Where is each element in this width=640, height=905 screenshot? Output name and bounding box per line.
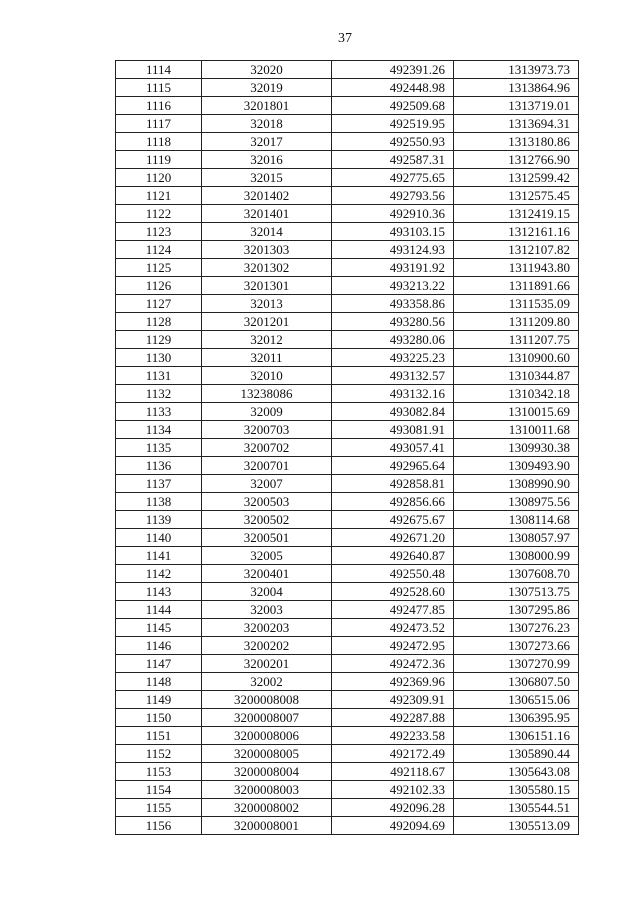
point-id-cell: 32012 — [202, 331, 332, 349]
row-number-cell: 1129 — [116, 331, 202, 349]
point-id-cell: 3200701 — [202, 457, 332, 475]
x-coordinate-cell: 492858.81 — [332, 475, 454, 493]
point-id-cell: 3200401 — [202, 565, 332, 583]
x-coordinate-cell: 492856.66 — [332, 493, 454, 511]
y-coordinate-cell: 1313694.31 — [454, 115, 579, 133]
y-coordinate-cell: 1305890.44 — [454, 745, 579, 763]
y-coordinate-cell: 1310011.68 — [454, 421, 579, 439]
point-id-cell: 32011 — [202, 349, 332, 367]
row-number-cell: 1118 — [116, 133, 202, 151]
y-coordinate-cell: 1311209.80 — [454, 313, 579, 331]
row-number-cell: 1125 — [116, 259, 202, 277]
point-id-cell: 32009 — [202, 403, 332, 421]
page-number: 37 — [338, 31, 352, 46]
row-number-cell: 1123 — [116, 223, 202, 241]
y-coordinate-cell: 1312766.90 — [454, 151, 579, 169]
table-row — [116, 511, 579, 529]
row-number-cell: 1130 — [116, 349, 202, 367]
point-id-cell: 3200703 — [202, 421, 332, 439]
row-number-cell: 1126 — [116, 277, 202, 295]
point-id-cell: 3200008001 — [202, 817, 332, 835]
table-row — [116, 385, 579, 403]
x-coordinate-cell: 492587.31 — [332, 151, 454, 169]
row-number-cell: 1121 — [116, 187, 202, 205]
point-id-cell: 32020 — [202, 61, 332, 79]
row-number-cell: 1115 — [116, 79, 202, 97]
x-coordinate-cell: 492472.36 — [332, 655, 454, 673]
row-number-cell: 1127 — [116, 295, 202, 313]
point-id-cell: 32005 — [202, 547, 332, 565]
coordinates-table — [115, 60, 579, 835]
x-coordinate-cell: 493225.23 — [332, 349, 454, 367]
row-number-cell: 1145 — [116, 619, 202, 637]
table-row — [116, 313, 579, 331]
x-coordinate-cell: 493132.16 — [332, 385, 454, 403]
row-number-cell: 1141 — [116, 547, 202, 565]
table-row — [116, 529, 579, 547]
table-row — [116, 475, 579, 493]
point-id-cell: 3201401 — [202, 205, 332, 223]
x-coordinate-cell: 493132.57 — [332, 367, 454, 385]
row-number-cell: 1133 — [116, 403, 202, 421]
y-coordinate-cell: 1306395.95 — [454, 709, 579, 727]
point-id-cell: 32014 — [202, 223, 332, 241]
y-coordinate-cell: 1308975.56 — [454, 493, 579, 511]
y-coordinate-cell: 1311943.80 — [454, 259, 579, 277]
row-number-cell: 1132 — [116, 385, 202, 403]
x-coordinate-cell: 492965.64 — [332, 457, 454, 475]
y-coordinate-cell: 1307295.86 — [454, 601, 579, 619]
row-number-cell: 1122 — [116, 205, 202, 223]
point-id-cell: 3200203 — [202, 619, 332, 637]
table-body — [116, 61, 579, 835]
table-row — [116, 367, 579, 385]
x-coordinate-cell: 492448.98 — [332, 79, 454, 97]
point-id-cell: 32004 — [202, 583, 332, 601]
row-number-cell: 1114 — [116, 61, 202, 79]
row-number-cell: 1154 — [116, 781, 202, 799]
point-id-cell: 3200503 — [202, 493, 332, 511]
y-coordinate-cell: 1308990.90 — [454, 475, 579, 493]
x-coordinate-cell: 493081.91 — [332, 421, 454, 439]
y-coordinate-cell: 1312107.82 — [454, 241, 579, 259]
table-row — [116, 727, 579, 745]
y-coordinate-cell: 1312161.16 — [454, 223, 579, 241]
x-coordinate-cell: 493124.93 — [332, 241, 454, 259]
point-id-cell: 32010 — [202, 367, 332, 385]
y-coordinate-cell: 1305643.08 — [454, 763, 579, 781]
point-id-cell: 3200008007 — [202, 709, 332, 727]
y-coordinate-cell: 1311891.66 — [454, 277, 579, 295]
x-coordinate-cell: 493213.22 — [332, 277, 454, 295]
y-coordinate-cell: 1313864.96 — [454, 79, 579, 97]
x-coordinate-cell: 492550.48 — [332, 565, 454, 583]
y-coordinate-cell: 1309493.90 — [454, 457, 579, 475]
table-row — [116, 601, 579, 619]
x-coordinate-cell: 492172.49 — [332, 745, 454, 763]
point-id-cell: 3200008002 — [202, 799, 332, 817]
table-row — [116, 493, 579, 511]
table-row — [116, 277, 579, 295]
point-id-cell: 32018 — [202, 115, 332, 133]
row-number-cell: 1138 — [116, 493, 202, 511]
y-coordinate-cell: 1307273.66 — [454, 637, 579, 655]
table-row — [116, 169, 579, 187]
row-number-cell: 1131 — [116, 367, 202, 385]
table-row — [116, 259, 579, 277]
x-coordinate-cell: 493280.56 — [332, 313, 454, 331]
row-number-cell: 1150 — [116, 709, 202, 727]
table-row — [116, 115, 579, 133]
x-coordinate-cell: 492477.85 — [332, 601, 454, 619]
row-number-cell: 1120 — [116, 169, 202, 187]
x-coordinate-cell: 492550.93 — [332, 133, 454, 151]
x-coordinate-cell: 492309.91 — [332, 691, 454, 709]
table-row — [116, 403, 579, 421]
point-id-cell: 3200702 — [202, 439, 332, 457]
x-coordinate-cell: 492233.58 — [332, 727, 454, 745]
x-coordinate-cell: 493358.86 — [332, 295, 454, 313]
x-coordinate-cell: 492102.33 — [332, 781, 454, 799]
y-coordinate-cell: 1311207.75 — [454, 331, 579, 349]
x-coordinate-cell: 492118.67 — [332, 763, 454, 781]
point-id-cell: 3201302 — [202, 259, 332, 277]
point-id-cell: 3201201 — [202, 313, 332, 331]
x-coordinate-cell: 493191.92 — [332, 259, 454, 277]
row-number-cell: 1136 — [116, 457, 202, 475]
y-coordinate-cell: 1306807.50 — [454, 673, 579, 691]
y-coordinate-cell: 1307608.70 — [454, 565, 579, 583]
point-id-cell: 3200201 — [202, 655, 332, 673]
row-number-cell: 1156 — [116, 817, 202, 835]
row-number-cell: 1124 — [116, 241, 202, 259]
y-coordinate-cell: 1308114.68 — [454, 511, 579, 529]
y-coordinate-cell: 1310900.60 — [454, 349, 579, 367]
table-row — [116, 151, 579, 169]
x-coordinate-cell: 492509.68 — [332, 97, 454, 115]
row-number-cell: 1148 — [116, 673, 202, 691]
x-coordinate-cell: 492287.88 — [332, 709, 454, 727]
point-id-cell: 3200202 — [202, 637, 332, 655]
x-coordinate-cell: 492094.69 — [332, 817, 454, 835]
point-id-cell: 32016 — [202, 151, 332, 169]
y-coordinate-cell: 1305580.15 — [454, 781, 579, 799]
table-row — [116, 223, 579, 241]
x-coordinate-cell: 493103.15 — [332, 223, 454, 241]
y-coordinate-cell: 1308000.99 — [454, 547, 579, 565]
x-coordinate-cell: 492391.26 — [332, 61, 454, 79]
row-number-cell: 1139 — [116, 511, 202, 529]
x-coordinate-cell: 492519.95 — [332, 115, 454, 133]
table-row — [116, 97, 579, 115]
y-coordinate-cell: 1313719.01 — [454, 97, 579, 115]
table-row — [116, 61, 579, 79]
x-coordinate-cell: 493057.41 — [332, 439, 454, 457]
point-id-cell: 3200008004 — [202, 763, 332, 781]
table-row — [116, 547, 579, 565]
x-coordinate-cell: 492369.96 — [332, 673, 454, 691]
row-number-cell: 1140 — [116, 529, 202, 547]
table-row — [116, 331, 579, 349]
point-id-cell: 32013 — [202, 295, 332, 313]
x-coordinate-cell: 492793.56 — [332, 187, 454, 205]
y-coordinate-cell: 1312575.45 — [454, 187, 579, 205]
y-coordinate-cell: 1313973.73 — [454, 61, 579, 79]
row-number-cell: 1116 — [116, 97, 202, 115]
row-number-cell: 1147 — [116, 655, 202, 673]
x-coordinate-cell: 492671.20 — [332, 529, 454, 547]
x-coordinate-cell: 492473.52 — [332, 619, 454, 637]
y-coordinate-cell: 1306151.16 — [454, 727, 579, 745]
y-coordinate-cell: 1312599.42 — [454, 169, 579, 187]
table-row — [116, 673, 579, 691]
table-row — [116, 655, 579, 673]
row-number-cell: 1155 — [116, 799, 202, 817]
table-row — [116, 763, 579, 781]
table-row — [116, 745, 579, 763]
row-number-cell: 1117 — [116, 115, 202, 133]
table-row — [116, 187, 579, 205]
table-row — [116, 691, 579, 709]
y-coordinate-cell: 1305513.09 — [454, 817, 579, 835]
table-row — [116, 583, 579, 601]
y-coordinate-cell: 1305544.51 — [454, 799, 579, 817]
table-row — [116, 709, 579, 727]
x-coordinate-cell: 492528.60 — [332, 583, 454, 601]
x-coordinate-cell: 492910.36 — [332, 205, 454, 223]
y-coordinate-cell: 1307513.75 — [454, 583, 579, 601]
row-number-cell: 1135 — [116, 439, 202, 457]
point-id-cell: 32019 — [202, 79, 332, 97]
point-id-cell: 3201402 — [202, 187, 332, 205]
point-id-cell: 3200502 — [202, 511, 332, 529]
point-id-cell: 32017 — [202, 133, 332, 151]
y-coordinate-cell: 1308057.97 — [454, 529, 579, 547]
y-coordinate-cell: 1307270.99 — [454, 655, 579, 673]
x-coordinate-cell: 493280.06 — [332, 331, 454, 349]
row-number-cell: 1142 — [116, 565, 202, 583]
point-id-cell: 3200008008 — [202, 691, 332, 709]
y-coordinate-cell: 1309930.38 — [454, 439, 579, 457]
row-number-cell: 1152 — [116, 745, 202, 763]
y-coordinate-cell: 1310344.87 — [454, 367, 579, 385]
point-id-cell: 3201303 — [202, 241, 332, 259]
table-row — [116, 781, 579, 799]
y-coordinate-cell: 1310342.18 — [454, 385, 579, 403]
table-row — [116, 439, 579, 457]
y-coordinate-cell: 1312419.15 — [454, 205, 579, 223]
y-coordinate-cell: 1306515.06 — [454, 691, 579, 709]
x-coordinate-cell: 492640.87 — [332, 547, 454, 565]
y-coordinate-cell: 1307276.23 — [454, 619, 579, 637]
table-row — [116, 457, 579, 475]
point-id-cell: 3201801 — [202, 97, 332, 115]
point-id-cell: 3200008003 — [202, 781, 332, 799]
point-id-cell: 3201301 — [202, 277, 332, 295]
y-coordinate-cell: 1311535.09 — [454, 295, 579, 313]
point-id-cell: 32002 — [202, 673, 332, 691]
table-row — [116, 241, 579, 259]
x-coordinate-cell: 492675.67 — [332, 511, 454, 529]
table-row — [116, 205, 579, 223]
row-number-cell: 1151 — [116, 727, 202, 745]
table-row — [116, 799, 579, 817]
row-number-cell: 1149 — [116, 691, 202, 709]
point-id-cell: 3200501 — [202, 529, 332, 547]
row-number-cell: 1144 — [116, 601, 202, 619]
table-row — [116, 295, 579, 313]
point-id-cell: 32015 — [202, 169, 332, 187]
point-id-cell: 3200008005 — [202, 745, 332, 763]
table-row — [116, 817, 579, 835]
row-number-cell: 1134 — [116, 421, 202, 439]
table-row — [116, 565, 579, 583]
row-number-cell: 1137 — [116, 475, 202, 493]
y-coordinate-cell: 1313180.86 — [454, 133, 579, 151]
x-coordinate-cell: 493082.84 — [332, 403, 454, 421]
table-row — [116, 619, 579, 637]
row-number-cell: 1143 — [116, 583, 202, 601]
x-coordinate-cell: 492096.28 — [332, 799, 454, 817]
row-number-cell: 1146 — [116, 637, 202, 655]
table-row — [116, 79, 579, 97]
x-coordinate-cell: 492472.95 — [332, 637, 454, 655]
table-row — [116, 421, 579, 439]
x-coordinate-cell: 492775.65 — [332, 169, 454, 187]
point-id-cell: 3200008006 — [202, 727, 332, 745]
row-number-cell: 1119 — [116, 151, 202, 169]
row-number-cell: 1153 — [116, 763, 202, 781]
y-coordinate-cell: 1310015.69 — [454, 403, 579, 421]
point-id-cell: 13238086 — [202, 385, 332, 403]
table-row — [116, 349, 579, 367]
table-row — [116, 133, 579, 151]
row-number-cell: 1128 — [116, 313, 202, 331]
point-id-cell: 32003 — [202, 601, 332, 619]
point-id-cell: 32007 — [202, 475, 332, 493]
table-row — [116, 637, 579, 655]
